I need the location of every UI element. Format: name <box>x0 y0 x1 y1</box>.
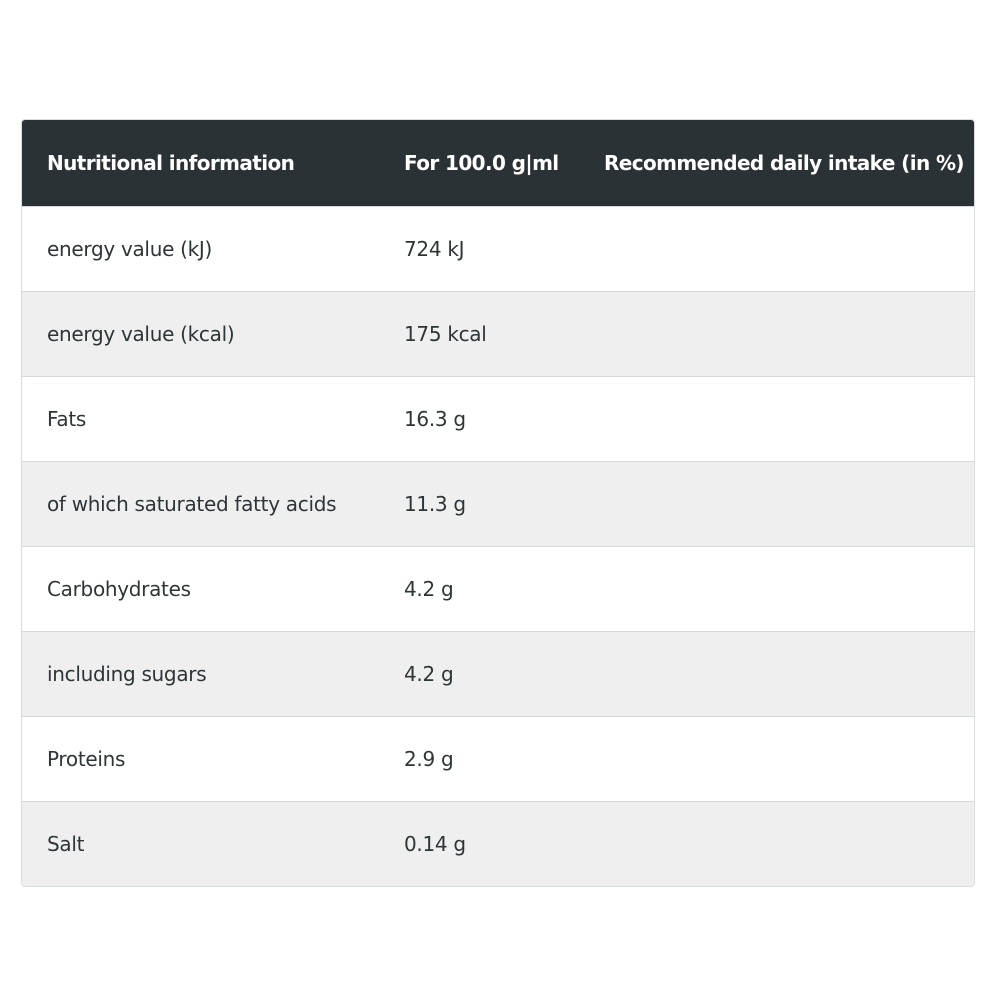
nutrient-daily-intake <box>604 376 975 461</box>
header-per-100: For 100.0 g|ml <box>404 150 559 175</box>
table-row <box>22 461 975 546</box>
nutrient-daily-intake <box>604 546 975 631</box>
table-body <box>22 206 975 886</box>
nutrient-value: 2.9 g <box>404 746 454 771</box>
header-daily-intake: Recommended daily intake (in %) <box>604 150 964 175</box>
nutrient-daily-intake <box>604 801 975 886</box>
table-row <box>22 546 975 631</box>
nutrient-name: Proteins <box>47 746 126 771</box>
table-header <box>22 120 975 206</box>
table-row <box>22 291 975 376</box>
table-row <box>22 206 975 291</box>
header-nutritional-information: Nutritional information <box>47 150 295 175</box>
nutrition-table-card <box>21 119 975 887</box>
nutrient-value: 175 kcal <box>404 321 487 346</box>
nutrient-value: 0.14 g <box>404 831 466 856</box>
nutrient-name: Fats <box>47 406 86 431</box>
nutrient-name: Carbohydrates <box>47 576 191 601</box>
nutrient-daily-intake <box>604 716 975 801</box>
nutrient-value: 16.3 g <box>404 406 466 431</box>
table-row <box>22 716 975 801</box>
nutrient-name: Salt <box>47 831 85 856</box>
table-row <box>22 631 975 716</box>
nutrient-daily-intake <box>604 631 975 716</box>
nutrient-value: 4.2 g <box>404 576 454 601</box>
header-row <box>22 120 975 206</box>
nutrition-table <box>22 120 975 886</box>
nutrient-daily-intake <box>604 291 975 376</box>
nutrient-daily-intake <box>604 206 975 291</box>
nutrient-name: of which saturated fatty acids <box>47 491 337 516</box>
nutrient-value: 11.3 g <box>404 491 466 516</box>
nutrient-name: energy value (kcal) <box>47 321 235 346</box>
nutrient-name: energy value (kJ) <box>47 236 213 261</box>
nutrient-daily-intake <box>604 461 975 546</box>
nutrient-value: 4.2 g <box>404 661 454 686</box>
table-row <box>22 376 975 461</box>
nutrient-value: 724 kJ <box>404 236 465 261</box>
nutrient-name: including sugars <box>47 661 207 686</box>
table-row <box>22 801 975 886</box>
